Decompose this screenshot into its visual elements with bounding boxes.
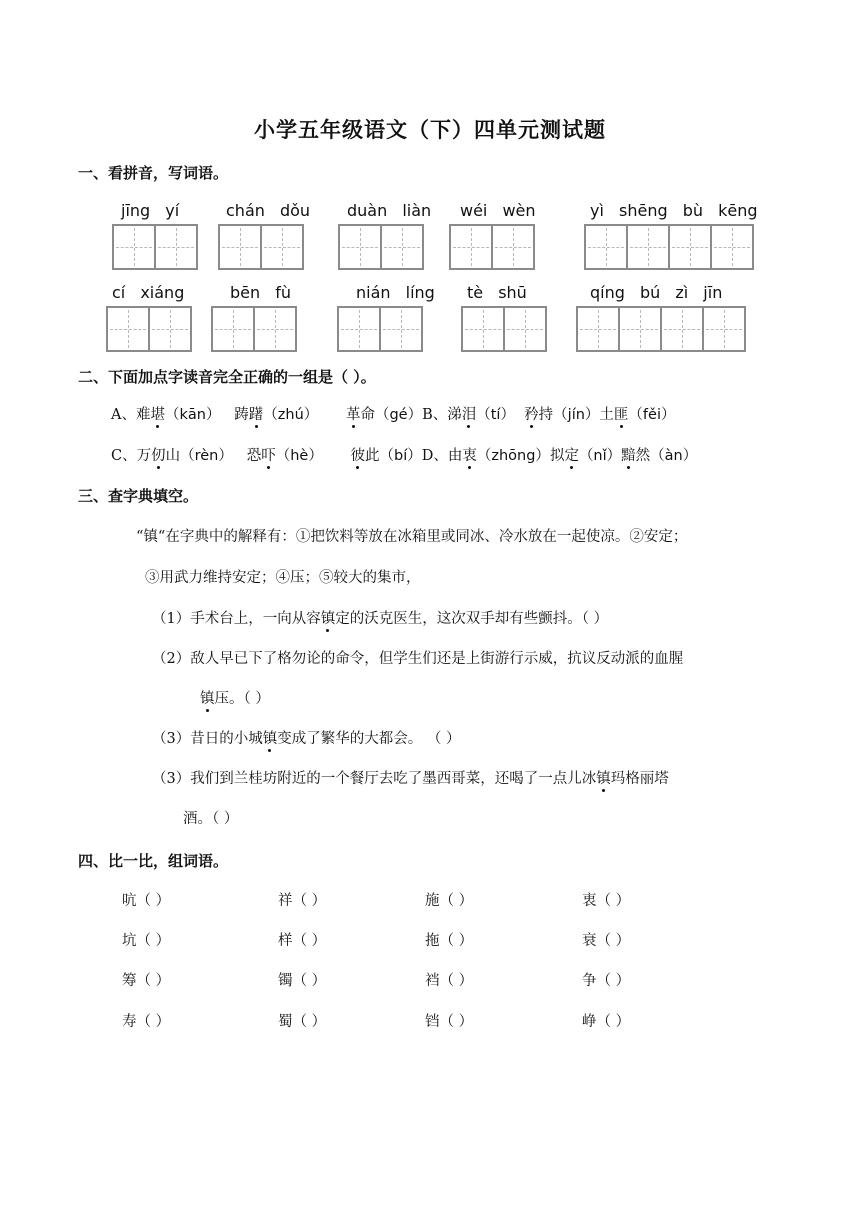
section-4-heading: 四、比一比，组词语。 bbox=[78, 852, 229, 870]
pinyin-label: tè shū bbox=[467, 283, 527, 302]
tianzige-cell[interactable] bbox=[380, 224, 424, 270]
pinyin-label: duàn liàn bbox=[347, 201, 432, 220]
word-blank[interactable]: 衰（ ） bbox=[582, 933, 631, 949]
word-blank[interactable]: 镯（ ） bbox=[278, 973, 327, 989]
word-blank[interactable]: 争（ ） bbox=[582, 973, 631, 989]
tianzige-cell[interactable] bbox=[106, 306, 150, 352]
word-blank[interactable]: 蜀（ ） bbox=[278, 1014, 327, 1030]
tianzige-cell[interactable] bbox=[461, 306, 505, 352]
word-blank[interactable]: 施（ ） bbox=[425, 893, 474, 909]
word-blank[interactable]: 样（ ） bbox=[278, 933, 327, 949]
tianzige-cell[interactable] bbox=[337, 306, 381, 352]
question-1: （1）手术台上，一向从容镇定的沃克医生，这次双手却有些颤抖。（ ） bbox=[152, 611, 609, 627]
tianzige-cell[interactable] bbox=[491, 224, 535, 270]
pinyin-label: wéi wèn bbox=[460, 201, 536, 220]
question-2: （2）敌人早已下了格勿论的命令，但学生们还是上街游行示威，抗议反动派的血腥 bbox=[152, 651, 684, 667]
word-blank[interactable]: 铛（ ） bbox=[425, 1014, 474, 1030]
writing-grid bbox=[211, 306, 295, 352]
writing-grid bbox=[106, 306, 190, 352]
word-blank[interactable]: 裆（ ） bbox=[425, 973, 474, 989]
tianzige-cell[interactable] bbox=[148, 306, 192, 352]
writing-grid bbox=[584, 224, 752, 270]
definition-text-2: ③用武力维持安定；④压；⑤较大的集市， bbox=[145, 570, 421, 586]
tianzige-cell[interactable] bbox=[584, 224, 628, 270]
question-3: （3）昔日的小城镇变成了繁华的大都会。 （ ） bbox=[152, 731, 461, 747]
question-4: （3）我们到兰桂坊附近的一个餐厅去吃了墨西哥菜，还喝了一点儿冰镇玛格丽塔 bbox=[152, 771, 669, 787]
pinyin-label: jīng yí bbox=[121, 201, 180, 220]
section-2-heading: 二、下面加点字读音完全正确的一组是（ ）。 bbox=[78, 368, 376, 386]
word-blank[interactable]: 衷（ ） bbox=[582, 893, 631, 909]
word-blank[interactable]: 峥（ ） bbox=[582, 1014, 631, 1030]
word-blank[interactable]: 寿（ ） bbox=[122, 1014, 171, 1030]
option-row-cd: C、万仞山（rèn） 恐吓（hè） 彼此（bí）D、由衷（zhōng）拟定（nǐ）黯然（àn） bbox=[111, 448, 698, 464]
tianzige-cell[interactable] bbox=[710, 224, 754, 270]
word-blank[interactable]: 祥（ ） bbox=[278, 893, 327, 909]
tianzige-cell[interactable] bbox=[618, 306, 662, 352]
word-blank[interactable]: 吭（ ） bbox=[122, 893, 171, 909]
tianzige-cell[interactable] bbox=[449, 224, 493, 270]
tianzige-cell[interactable] bbox=[211, 306, 255, 352]
question-4-cont: 酒。（ ） bbox=[183, 811, 239, 827]
tianzige-cell[interactable] bbox=[626, 224, 670, 270]
tianzige-cell[interactable] bbox=[379, 306, 423, 352]
writing-grid bbox=[337, 306, 421, 352]
writing-grid bbox=[218, 224, 302, 270]
tianzige-cell[interactable] bbox=[260, 224, 304, 270]
tianzige-cell[interactable] bbox=[112, 224, 156, 270]
section-1-heading: 一、看拼音，写词语。 bbox=[78, 164, 229, 182]
definition-text-1: “镇“在字典中的解释有：①把饮料等放在冰箱里或同冰、冷水放在一起使凉。②安定； bbox=[136, 529, 688, 545]
word-blank[interactable]: 坑（ ） bbox=[122, 933, 171, 949]
tianzige-cell[interactable] bbox=[154, 224, 198, 270]
pinyin-label: qíng bú zì jīn bbox=[590, 283, 723, 302]
tianzige-cell[interactable] bbox=[253, 306, 297, 352]
pinyin-label: bēn fù bbox=[230, 283, 291, 302]
word-blank[interactable]: 拖（ ） bbox=[425, 933, 474, 949]
writing-grid bbox=[112, 224, 196, 270]
tianzige-cell[interactable] bbox=[338, 224, 382, 270]
tianzige-cell[interactable] bbox=[503, 306, 547, 352]
pinyin-label: chán dǒu bbox=[226, 201, 311, 220]
tianzige-cell[interactable] bbox=[702, 306, 746, 352]
word-blank[interactable]: 筹（ ） bbox=[122, 973, 171, 989]
writing-grid bbox=[576, 306, 744, 352]
pinyin-label: cí xiáng bbox=[112, 283, 185, 302]
question-2-cont: 镇压。（ ） bbox=[200, 691, 270, 707]
writing-grid bbox=[449, 224, 533, 270]
tianzige-cell[interactable] bbox=[218, 224, 262, 270]
writing-grid bbox=[461, 306, 545, 352]
pinyin-label: nián líng bbox=[356, 283, 435, 302]
tianzige-cell[interactable] bbox=[660, 306, 704, 352]
writing-grid bbox=[338, 224, 422, 270]
pinyin-label: yì shēng bù kēng bbox=[590, 201, 758, 220]
tianzige-cell[interactable] bbox=[668, 224, 712, 270]
tianzige-cell[interactable] bbox=[576, 306, 620, 352]
option-row-ab: A、难堪（kān） 踌躇（zhú） 革命（gé）B、涕泪（tí） 矜持（jín）土匪（fěi） bbox=[111, 407, 676, 423]
page-title: 小学五年级语文（下）四单元测试题 bbox=[254, 118, 606, 142]
section-3-heading: 三、查字典填空。 bbox=[78, 487, 199, 505]
